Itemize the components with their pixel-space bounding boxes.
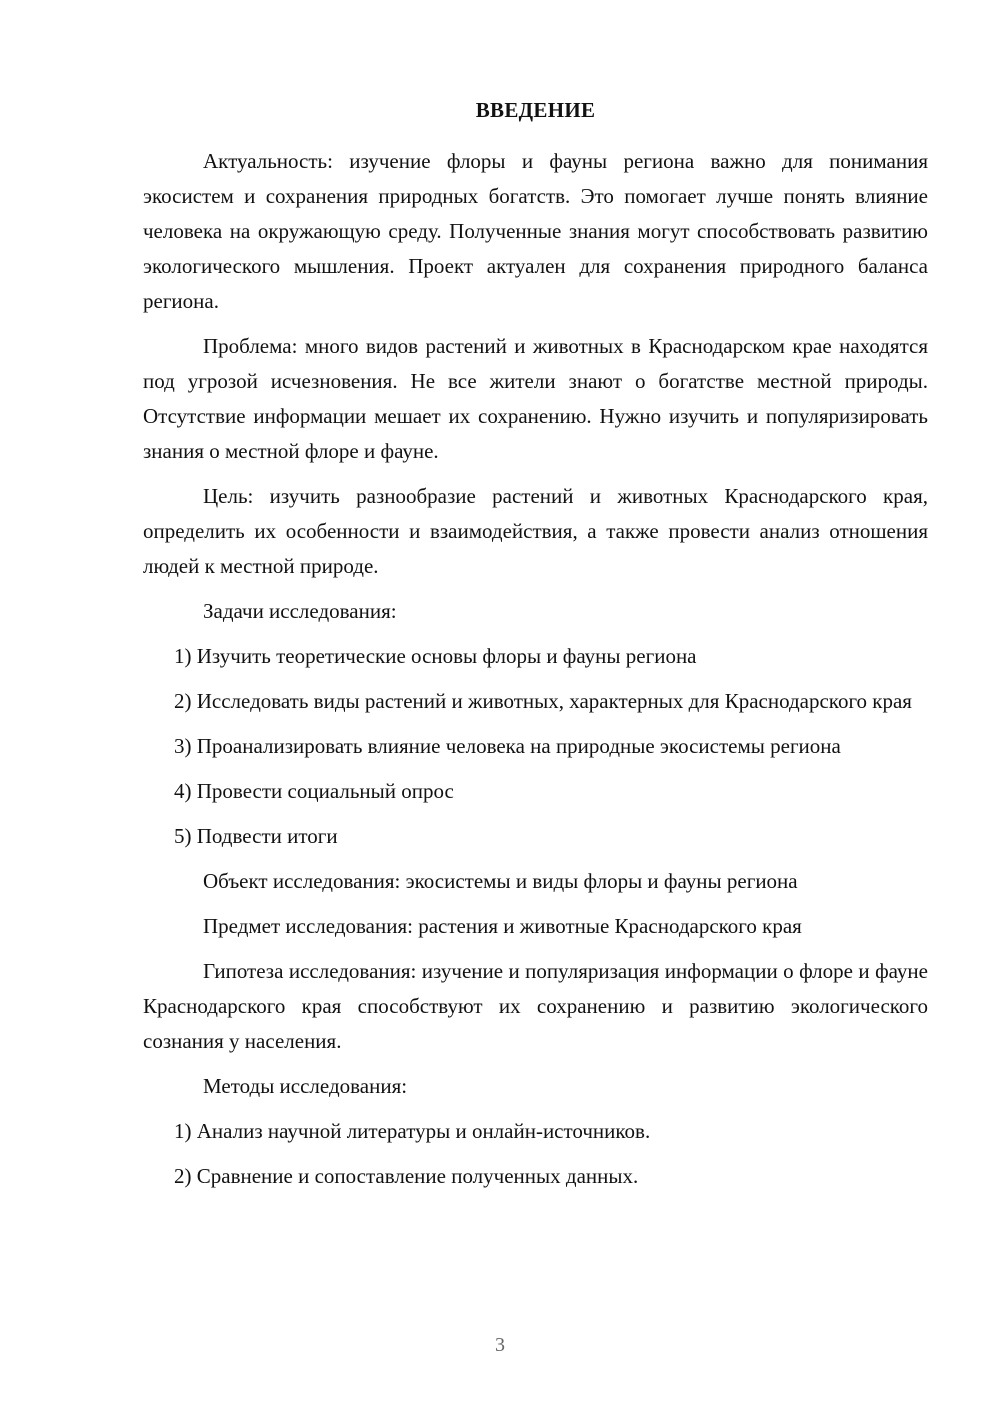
- method-item-1: 1) Анализ научной литературы и онлайн-источников.: [174, 1119, 651, 1143]
- task-item-3: 3) Проанализировать влияние человека на природные экосистемы региона: [174, 734, 841, 758]
- task-item-5: 5) Подвести итоги: [174, 824, 338, 848]
- task-item-4: 4) Провести социальный опрос: [174, 779, 454, 803]
- object-paragraph: Объект исследования: экосистемы и виды флоры и фауны региона: [203, 869, 798, 893]
- methods-heading: Методы исследования:: [203, 1074, 408, 1098]
- document-page: [143, 96, 928, 1204]
- section-title: ВВЕДЕНИЕ: [475, 98, 596, 122]
- method-item-2: 2) Сравнение и сопоставление полученных данных.: [174, 1164, 639, 1188]
- goal-paragraph: Цель: изучить разнообразие растений и животных Краснодарского края, определить их особенности и взаимодействия, а также провести анализ отношения людей к местной природе.: [143, 484, 928, 578]
- problem-paragraph: Проблема: много видов растений и животных в Краснодарском крае находятся под угрозой исчезновения. Не все жители знают о богатстве местной природы. Отсутствие информации мешает их сохранению. Нужно изучить и популяризировать знания о местной флоре и фауне.: [143, 334, 928, 463]
- tasks-heading: Задачи исследования:: [203, 599, 397, 623]
- hypothesis-paragraph: Гипотеза исследования: изучение и популяризация информации о флоре и фауне Краснодарского края способствуют их сохранению и развитию экологического сознания у населения.: [143, 959, 928, 1053]
- task-item-1: 1) Изучить теоретические основы флоры и фауны региона: [174, 644, 697, 668]
- task-item-2: 2) Исследовать виды растений и животных, характерных для Краснодарского края: [174, 689, 912, 713]
- page-number: 3: [495, 1334, 505, 1356]
- subject-paragraph: Предмет исследования: растения и животные Краснодарского края: [203, 914, 802, 938]
- relevance-paragraph: Актуальность: изучение флоры и фауны региона важно для понимания экосистем и сохранения природных богатств. Это помогает лучше понять влияние человека на окружающую среду. Полученные знания могут способствовать развитию экологического мышления. Проект актуален для сохранения природного баланса региона.: [143, 149, 928, 313]
